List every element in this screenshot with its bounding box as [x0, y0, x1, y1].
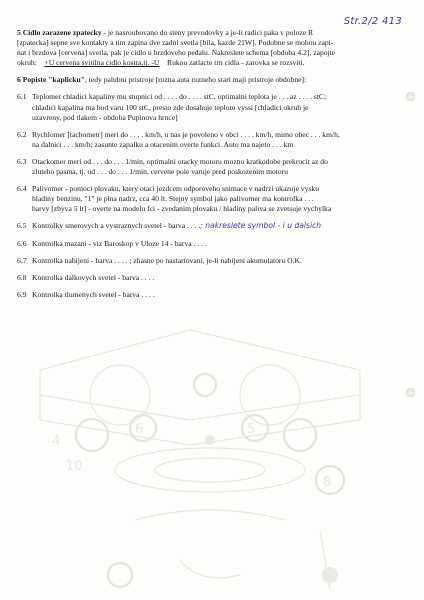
item-line: Rychlomer [tachometr] meri do . . . . km/h, u nas je povoleno v obci . . . . km/h, mimo obec . . . km/h,	[32, 129, 340, 139]
item-6-5	[17, 221, 409, 231]
item-number: 6.9	[17, 289, 27, 299]
punch-hole	[406, 92, 415, 101]
show-through-digit: 8	[323, 475, 332, 490]
item-line: zluteho pasma, tj. od . . . do . . . 1/min, cervene pole varuje pred poskozenim motoru	[32, 167, 289, 177]
wiring-lead: okruh:	[17, 58, 37, 68]
item-line: Kontrolka mazani - viz Baroskop v Uloze 14 - barva . . . .	[32, 238, 207, 248]
item-number: 6.2	[17, 129, 27, 139]
item-number: 6.8	[17, 272, 27, 282]
page-number-note: Str.2/2 413	[343, 16, 402, 27]
section-5-line	[17, 28, 409, 38]
punch-hole	[406, 388, 415, 397]
item-number: 6.6	[17, 238, 27, 248]
item-line: Kontrolka tlumenych svetel - barva . . . .	[32, 289, 155, 299]
show-through-digit: 5	[247, 422, 256, 437]
item-6-9	[17, 290, 409, 300]
show-through-digit: 10	[66, 459, 83, 474]
item-line: na dalnici . . . km/h; zasunte zapalku a otacenim overte funkci. Auto ma najeto . . . km	[32, 139, 294, 149]
show-through-digit: 6	[135, 422, 144, 437]
item-6-3	[17, 157, 409, 177]
item-line: hladiny benzinu, "1" je plna nadrz, cca 40 lt. Stejny symbol jako palivomer ma kontrolka . . .	[32, 194, 314, 204]
item-6-2	[17, 130, 409, 150]
item-number: 6.5	[17, 221, 27, 231]
section-5-title: 5 Cidlo zarazene zpatecky	[17, 28, 102, 37]
section-6-title: 6 Popiste "kaplicku"	[17, 75, 85, 85]
wiring-chain: +U cervena svitilna cidlo kostra,tj. -U	[44, 58, 160, 68]
item-line: Teplomer chladici kapaliny mu stupnici od . . . . do . . . . stC, optimalni teplota je . . . az . . . . stC;	[32, 92, 327, 102]
section-5	[17, 28, 409, 68]
item-6-7	[17, 256, 409, 266]
item-line: uzavreny, pod tlakem - obdoba Pupinova hrnce]	[32, 112, 178, 122]
section-5-text: - je nasroubovano do steny prevodovky a je-li radici paka v poloze R	[101, 28, 314, 37]
item-line: Otackomer meri od . . . do . . . 1/min, optimalni otacky motoru mozno kratkodobe prekrocit az do	[32, 156, 328, 166]
item-text: Kontrolky smerovych a vystraznych svetel - barva . . . .	[32, 221, 201, 231]
item-6-1	[17, 92, 409, 122]
item-number: 6.1	[17, 92, 27, 102]
section-6-heading	[17, 75, 409, 85]
item-6-4	[17, 184, 409, 214]
worksheet-body	[17, 28, 409, 307]
item-line: Palivomer - pomoci plovaku, ktery otaci jezdcem odporoveho snimace v nadrzi ukazuje vysku	[32, 184, 319, 194]
item-number: 6.4	[17, 184, 27, 194]
item-6-6	[17, 239, 409, 249]
item-number: 6.7	[17, 255, 27, 265]
section-6	[17, 75, 409, 85]
item-number: 6.3	[17, 156, 27, 166]
item-line: barvy [zbyva 5 lt] - overte na modelu fci - zvedanim plovaku / hladiny paliva se zvetsuje vychylka	[32, 204, 332, 214]
wiring-tail: Rukou zatlacte trn cidla - zarovka se rozsviti.	[167, 58, 305, 68]
section-5-line: [zpatecka] sepne sve kontakty a tim zapina dve zadni svetla [bila, kazde 21W]. Podobne se mohou zapi-	[17, 38, 334, 48]
section-6-text: , tedy palubni pristroje [ruzna auta ruzneho stari maji pristroje obdobne]:	[84, 75, 307, 85]
show-through-digit: 4	[52, 434, 61, 449]
item-line	[32, 221, 409, 231]
item-line: chladici kapalina ma bod varu 100 stC, presto zde dosahuje teplotu vyssi [chladici okruh je	[32, 102, 309, 112]
section-5-line: nat i brzdova [cervena] svetla, pak je cidlo u brzdoveho pedalu. Nakreslete schema [obdoba 4.2], zapojte	[17, 48, 336, 58]
handwritten-note: ; nakreslete symbol - i u dalsich	[200, 221, 322, 231]
item-6-8	[17, 273, 409, 283]
item-line: Kontrolka dalkovych svetel - barva . . . .	[32, 272, 155, 282]
item-line: Kontrolka nabijeni - barva . . . . ; zhasne po nastartovani, je-li nabijeni akumulatoru O.K.	[32, 255, 302, 265]
section-5-line	[17, 58, 409, 68]
